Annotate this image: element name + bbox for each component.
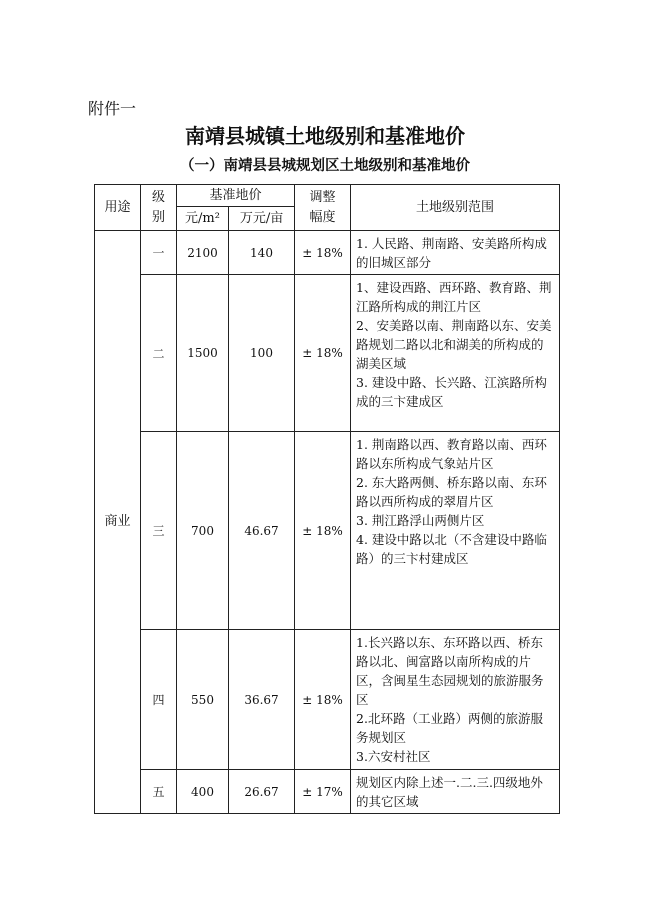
document-title: 南靖县城镇土地级别和基准地价: [185, 124, 465, 148]
range-item: 2、安美路以南、荆南路以东、安美路规划二路以北和湖美的所构成的湖美区域: [356, 318, 552, 371]
level-cell: 五: [141, 770, 177, 814]
table-row: [95, 275, 560, 432]
adjust-cell: ± 18%: [295, 275, 351, 432]
table-header-row: [95, 185, 560, 207]
price-mu-cell: 26.67: [229, 770, 295, 814]
range-cell: [351, 231, 560, 275]
document-subtitle: （一）南靖县县城规划区土地级别和基准地价: [180, 158, 470, 174]
adjust-cell: ± 18%: [295, 630, 351, 770]
adjust-cell: ± 18%: [295, 432, 351, 630]
land-price-table: [94, 184, 560, 814]
price-m2-cell: 2100: [177, 231, 229, 275]
range-item: 4. 建设中路以北（不含建设中路临路）的三卞村建成区: [356, 532, 547, 566]
header-range: 土地级别范围: [351, 185, 560, 231]
use-commercial: 商业: [95, 231, 141, 814]
table-row: [95, 432, 560, 630]
price-m2-cell: 550: [177, 630, 229, 770]
level-cell: 二: [141, 275, 177, 432]
range-item: 3.六安村社区: [356, 749, 431, 764]
header-adjust: 调整幅度: [295, 185, 351, 231]
range-cell: [351, 432, 560, 630]
header-unit-m2: 元/m²: [177, 207, 229, 231]
range-item: 1.长兴路以东、东环路以西、桥东路以北、闽富路以南所构成的片区，含闽星生态园规划的旅游服务区: [356, 635, 544, 707]
annex-label: 附件一: [88, 99, 137, 118]
range-item: 2. 东大路两侧、桥东路以南、东环路以西所构成的翠眉片区: [356, 475, 547, 509]
range-cell: [351, 275, 560, 432]
header-level: 级别: [141, 185, 177, 231]
price-m2-cell: 400: [177, 770, 229, 814]
table-row: [95, 770, 560, 814]
price-mu-cell: 46.67: [229, 432, 295, 630]
level-cell: 一: [141, 231, 177, 275]
range-cell: [351, 770, 560, 814]
price-mu-cell: 100: [229, 275, 295, 432]
header-base-price: 基准地价: [177, 185, 295, 207]
header-unit-mu: 万元/亩: [229, 207, 295, 231]
range-item: 1. 荆南路以西、教育路以南、西环路以东所构成气象站片区: [356, 437, 547, 471]
range-item: 1、建设西路、西环路、教育路、荆江路所构成的荆江片区: [356, 280, 552, 314]
price-m2-cell: 700: [177, 432, 229, 630]
price-mu-cell: 140: [229, 231, 295, 275]
price-mu-cell: 36.67: [229, 630, 295, 770]
range-item: 规划区内除上述一.二.三.四级地外的其它区域: [356, 775, 543, 809]
level-cell: 四: [141, 630, 177, 770]
range-item: 1. 人民路、荆南路、安美路所构成的旧城区部分: [356, 236, 547, 270]
range-item: 3. 建设中路、长兴路、江滨路所构成的三卞建成区: [356, 375, 547, 409]
table-row: [95, 630, 560, 770]
level-cell: 三: [141, 432, 177, 630]
range-item: 2.北环路（工业路）两侧的旅游服务规划区: [356, 711, 543, 745]
range-cell: [351, 630, 560, 770]
price-m2-cell: 1500: [177, 275, 229, 432]
adjust-cell: ± 17%: [295, 770, 351, 814]
adjust-cell: ± 18%: [295, 231, 351, 275]
table-row: [95, 231, 560, 275]
header-use: 用途: [95, 185, 141, 231]
range-item: 3. 荆江路浮山两侧片区: [356, 513, 485, 528]
